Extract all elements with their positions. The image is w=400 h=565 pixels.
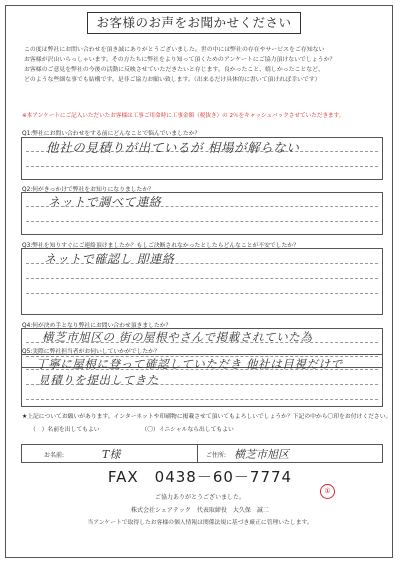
question-4-label: Q4:何が決め手となり弊社にお問い合わせ頂きましたか？ (22, 323, 172, 329)
handwritten-answer-1: 他社の見積りが出ているが 相場が解らない (46, 140, 300, 155)
ruled-line (26, 399, 378, 400)
intro-text (24, 45, 380, 85)
privacy-text: 当アンケートで取得したお客様の個人情報は関係法規に基づき厳正に管理いたします。 (87, 520, 313, 526)
customer-info-box (21, 444, 383, 463)
intro-line: この度は弊社にお問い合わせを頂き誠にありがとうございました。世の中には弊社の存在やサービスをご存知ない (24, 47, 325, 53)
question-5-label: Q5:実際に弊社担当者がお伺いしていかがでしたか？ (22, 349, 160, 355)
consent-options (30, 424, 274, 433)
handwritten-answer-2: ネットで調べて連絡 (48, 195, 162, 209)
ruled-line (26, 293, 378, 294)
ruled-line (26, 221, 378, 222)
name-label: お名前: (44, 452, 65, 459)
ruled-line (26, 166, 378, 167)
info-divider (197, 445, 198, 462)
intro-line: お客様が沢山いらっしゃいます。その方たちに弊社をより知って頂くためのアンケートにご協力頂けないでしょうか？ (24, 57, 336, 63)
intro-line: お客様のご意見を弊社の今後の活動に反映させていただきたいと存じます。良かったこと、嬉しかったことなど、 (24, 67, 324, 73)
company-text: 株式会社シェアテック 代表取締役 大久保 誠二 (131, 507, 269, 514)
handwritten-answer-3: ネットで確認し 即連絡 (44, 252, 175, 266)
intro-line: どのような些細な事でも結構です。是非ご協力お願い致します。（出来るだけ具体的に書いて頂ければ幸いです） (24, 77, 321, 83)
question-2-label: Q2:何がきっかけで弊社をお知りになりましたか？ (22, 187, 154, 193)
answer-box-5[interactable] (21, 354, 383, 407)
handwritten-answer-5-line-1: 丁寧に屋根に登って確認していただき 他社は目視だけで (36, 357, 343, 371)
consent-question: ★上記についてお願いがあります。インターネットや印刷物に掲載させて頂いてもよろしいでしょうか？下記の中から〇印をお付けください。 (22, 414, 392, 420)
address-value[interactable]: 横芝市旭区 (234, 448, 289, 461)
address-label: ご住所: (206, 452, 227, 459)
answer-box-2[interactable] (21, 192, 383, 235)
question-3-label: Q3:弊社を知りすぐにご連絡頂けましたか？もしご決断されなかったとしたらどんなことが不安でしたか？ (22, 243, 299, 249)
question-1-label: Q1:弊社にお問い合わせをする前にどんなことで悩んでいましたか？ (22, 131, 201, 137)
handwritten-answer-4: 横芝市旭区の 街の屋根やさんで掲載されていた為 (42, 330, 313, 344)
ruled-line (26, 278, 378, 279)
name-value[interactable]: T様 (102, 448, 121, 461)
consent-option-initial[interactable]: （〇）イニシャルなら出してもよい (141, 427, 234, 433)
fax-number: FAX 0438－60－7774 (107, 468, 293, 486)
circled-number-mark: ① (320, 484, 335, 499)
thanks-text: ご協力ありがとうございました。 (154, 494, 245, 501)
cashback-notice: ※本アンケートにご記入いただいたお客様は工事ご用命時に工事金額（税抜き）の 2％をキャッシュバックさせていただきます。 (22, 113, 345, 119)
answer-box-3[interactable] (21, 248, 383, 315)
consent-option-name[interactable]: （ ）名前を出してもよい (30, 427, 100, 433)
answer-box-1[interactable] (21, 137, 383, 180)
page-title: お客様のお声をお聞かせください (87, 12, 301, 34)
handwritten-answer-5-line-2: 見積りを提出してきた (38, 373, 159, 387)
